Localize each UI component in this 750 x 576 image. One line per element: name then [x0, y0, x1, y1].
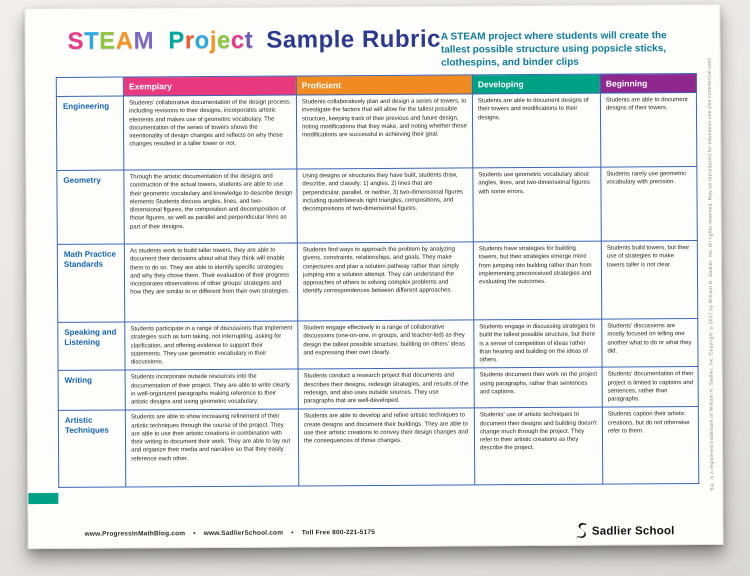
- footer-contact-info: [85, 529, 375, 538]
- cell-speaking-beginning: Students' discussions are mostly focused on telling one another what to do or what they did.: [602, 319, 698, 368]
- footer-accent-bar: [28, 493, 58, 504]
- footer-tollfree-number: Toll Free 800-221-5175: [301, 528, 376, 537]
- cell-engineering-beginning: Students are able to document designs of their towers.: [600, 93, 696, 168]
- page-header: [67, 25, 693, 72]
- separator-dot: •: [193, 530, 196, 538]
- cell-writing-developing: Students document their work on the project using paragraphs, rather than sentences and captions.: [474, 367, 602, 408]
- title-word-steam: STEAM: [67, 27, 155, 55]
- column-header-proficient: Proficient: [296, 75, 472, 95]
- rubric-sheet: [24, 4, 723, 549]
- row-label-geometry: Geometry: [57, 170, 125, 244]
- table-row-engineering: [56, 93, 696, 171]
- row-label-writing: Writing: [58, 370, 125, 410]
- cell-speaking-exemplary: Students participate in a range of discussions that implement strategies such as turn taking, not interrupting, asking for clarification, and offering evidence to support their statements. They use geometric vocabulary in their discussions.: [125, 321, 298, 370]
- page-title: [67, 27, 441, 56]
- table-row-writing: [58, 367, 698, 411]
- table-row-speaking-listening: [58, 319, 698, 371]
- project-description: A STEAM project where students will create the tallest possible structure using popsicle sticks, clothespins, and binder clips: [440, 30, 667, 69]
- column-header-exemplary: Exemplary: [123, 76, 296, 96]
- cell-artistic-proficient: Students are able to develop and refine artistic techniques to create designs and document their buildings. They are able to use their artistic creations to convey their design changes and the consequences of those changes.: [298, 408, 474, 486]
- cell-writing-proficient: Students conduct a research project that documents and describes their designs, redesign strategies, and results of the redesign, and also uses outside sources. They use paragraphs that are well-developed.: [298, 368, 474, 409]
- cell-geometry-developing: Students use geometric vocabulary about angles, lines, and two-dimensional figures with some errors.: [473, 167, 601, 242]
- sadlier-brand: [575, 522, 675, 540]
- table-row-artistic-techniques: [58, 407, 698, 488]
- row-label-math-practice: Math Practice Standards: [57, 244, 125, 322]
- footer-link-school: www.SadlierSchool.com: [203, 529, 284, 538]
- cell-geometry-proficient: Using designs or structures they have built, students draw, describe, and classify: 1) angles, 2) lines that are perpendicular, parallel, or neither, 3) two-dimensional figures including quadrilaterals right triangles, compositions, and decompositions of two-dimensional figures.: [297, 168, 473, 243]
- table-row-math-practice: [57, 241, 697, 323]
- row-label-engineering: Engineering: [56, 96, 124, 170]
- cell-speaking-developing: Students engage in discussing strategies to build the tallest possible structure, but there is a sense of competition of ideas rather than hearing and building on the ideas of others.: [474, 319, 602, 368]
- cell-engineering-exemplary: Students' collaborative documentation of the design process, including revisions to their designs, incorporates artistic elements and makes use of geometric vocabulary. The documentation of the series of towers shows the intentionality of design changes and reflects on why those changes resulted in a taller tower or not.: [124, 95, 297, 170]
- cell-math-exemplary: As students work to build taller towers, they are able to document their decisions about what they think will enable them to do so. They are able to identify specific strategies and why they chose them. Their evaluation of their progress incorporates observations of other groups' strategies and how they are similar to or different from their own strategies.: [124, 243, 297, 322]
- cell-writing-beginning: Students' documentation of their project is limited to captions and sentences, rather than paragraphs.: [602, 367, 698, 408]
- cell-writing-exemplary: Students incorporate outside resources into the documentation of their project. They are able to write clearly in well-organized paragraphs making reference to their artistic designs and using geometric vocabulary.: [125, 369, 298, 410]
- sadlier-logo-icon: [575, 523, 588, 540]
- column-header-developing: Developing: [472, 74, 600, 94]
- rubric-table: [56, 73, 700, 488]
- cell-math-developing: Students have strategies for building towers, but their strategies emerge more from jumping into building rather than from implementing preconceived strategies and evaluating the outcomes.: [473, 241, 601, 320]
- table-row-geometry: [57, 167, 697, 245]
- cell-speaking-proficient: Student engage effectively in a range of collaborative discussions (one-on-one, in groups, and teacher-led) as they design the tallest possible structure, building on others' ideas and expressing their own clearly.: [298, 320, 474, 369]
- cell-math-beginning: Students build towers, but their use of strategies to make towers taller is not clear.: [601, 241, 697, 320]
- title-word-sample-rubric: Sample Rubric: [266, 25, 441, 54]
- row-label-speaking-listening: Speaking and Listening: [58, 322, 125, 371]
- cell-engineering-proficient: Students collaboratively plan and design a series of towers, to investigate the factors that will allow for the tallest possible structure, keeping track of their previous and future design, noting modifications that they make, and noting whether those modifications are successful in achieving their goal.: [296, 94, 472, 169]
- cell-geometry-exemplary: Through the artistic documentation of the designs and construction of the actual towers, students are able to use their geometric vocabulary and knowledge to describe design elements Students discuss angles, lines, and two-dimensional figures, the composition and decomposition of those figures, as well as parallel and perpendicular lines as part of their designs.: [124, 169, 297, 244]
- cell-math-proficient: Students find ways to approach the problem by analyzing givens, constraints, relationships, and goals. They make conjectures and plan a solution pathway rather than simply jumping into a solution attempt. They can understand the approaches of others to solving complex problems and identify correspondences between different approaches.: [297, 242, 473, 321]
- cell-engineering-developing: Students are able to document designs of their towers and modifications to their designs.: [472, 93, 600, 168]
- page-footer: [85, 522, 675, 543]
- cell-artistic-beginning: Students caption their artistic creations, but do not otherwise refer to them.: [602, 407, 698, 485]
- title-word-project: Project: [168, 26, 254, 55]
- footer-link-blog: www.ProgressInMathBlog.com: [84, 530, 186, 538]
- cell-geometry-beginning: Students rarely use geometric vocabulary with precision.: [601, 167, 697, 242]
- cell-artistic-developing: Students' use of artistic techniques to document their designs and building doesn't change much through the project. They refer to their artistic creations as they describe the project.: [474, 407, 602, 485]
- row-label-artistic-techniques: Artistic Techniques: [58, 410, 126, 487]
- header-blank-cell: [56, 77, 123, 96]
- copyright-sidenote: S® is a registered trademark of William H. Sadlier, Inc. Copyright ©2017 by William H. Sadlier, Inc. All rights reserved. May be reproduced for education use (not commercial use).: [706, 56, 716, 491]
- separator-dot: •: [291, 529, 294, 537]
- column-header-beginning: Beginning: [600, 74, 696, 94]
- sadlier-brand-name: Sadlier School: [591, 524, 675, 538]
- cell-artistic-exemplary: Students are able to show increasing refinement of their artistic techniques through the course of the project. They are able to use their artistic creations in combination with their writing to document their work. They are able to lay out and organize their media and narrative so that they easily reference each other.: [126, 409, 299, 487]
